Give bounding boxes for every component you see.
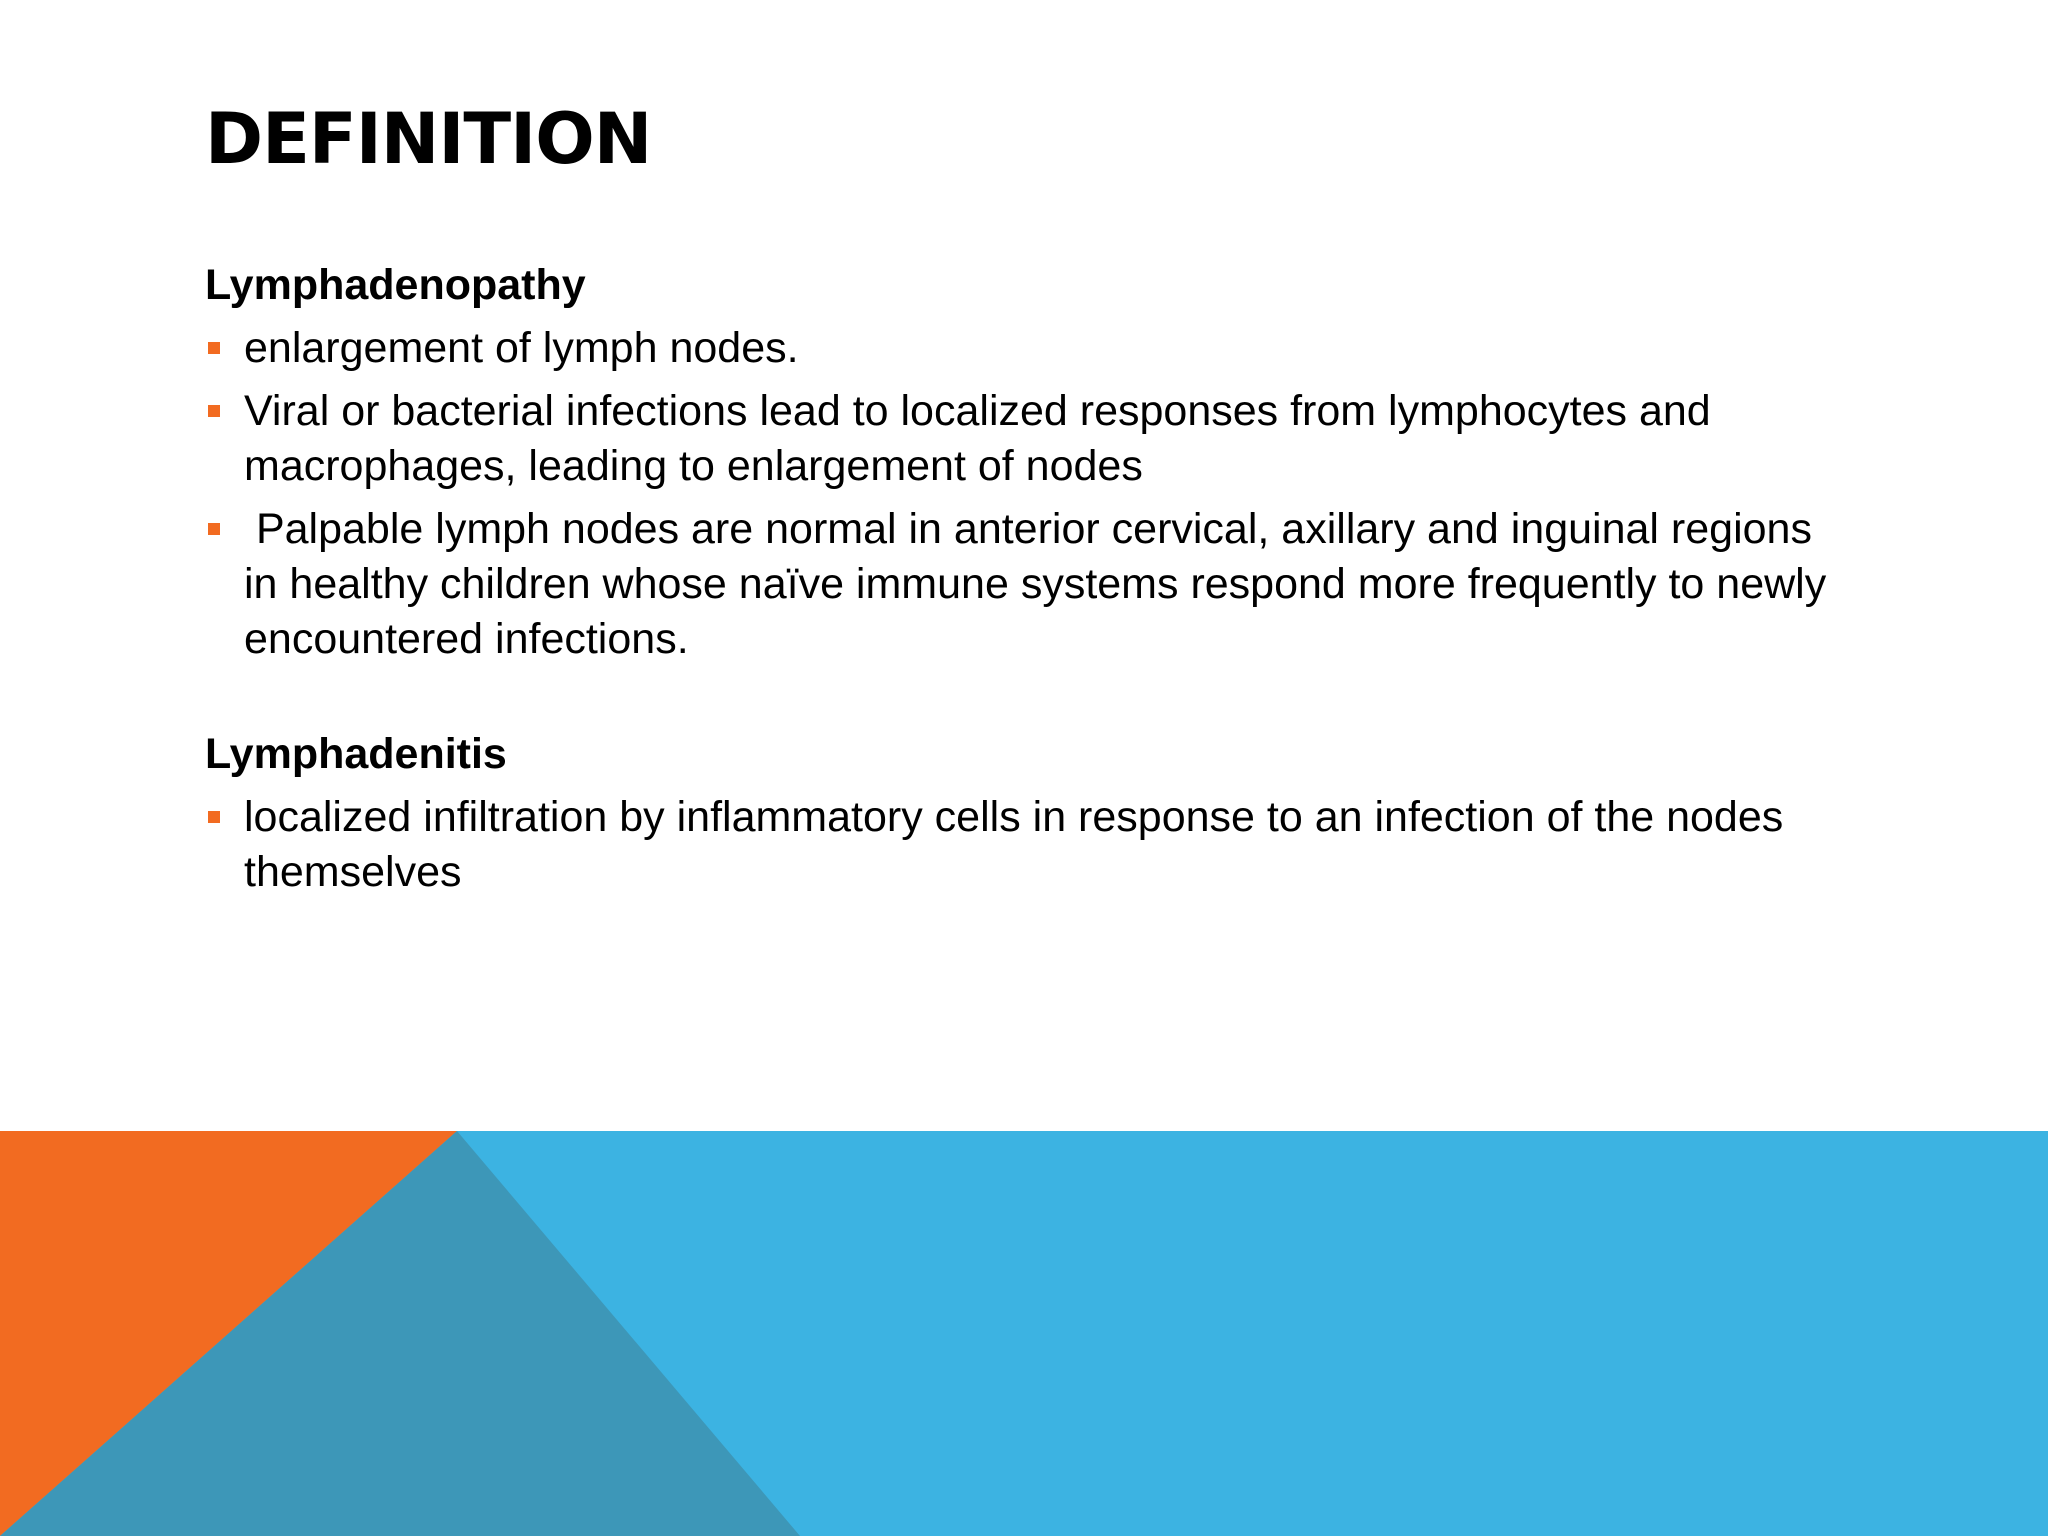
bullet-text: enlargement of lymph nodes.	[244, 324, 799, 372]
square-bullet-icon	[208, 523, 220, 535]
section-heading: Lymphadenitis	[205, 730, 507, 778]
bullet-item	[205, 502, 1845, 667]
section-lymphadenopathy	[205, 258, 1845, 667]
bullet-list	[205, 790, 1845, 900]
square-bullet-icon	[208, 342, 220, 354]
bullet-text: Palpable lymph nodes are normal in anterior cervical, axillary and inguinal regions in healthy children whose naïve immune systems respond more frequently to newly encountered infections.	[244, 505, 1839, 663]
bullet-text: Viral or bacterial infections lead to localized responses from lymphocytes and macrophages, leading to enlargement of nodes	[244, 387, 1711, 490]
footer-decoration	[0, 1131, 2048, 1536]
section-heading: Lymphadenopathy	[205, 261, 586, 309]
bullet-item	[205, 321, 1845, 376]
section-lymphadenitis	[205, 727, 1845, 900]
bullet-item	[205, 790, 1845, 900]
bullet-item	[205, 384, 1845, 494]
bullet-list	[205, 321, 1845, 667]
bullet-text: localized infiltration by inflammatory cells in response to an infection of the nodes themselves	[244, 793, 1784, 896]
square-bullet-icon	[208, 811, 220, 823]
slide-content	[205, 258, 1845, 908]
slide-title: DEFINITION	[205, 98, 652, 180]
square-bullet-icon	[208, 405, 220, 417]
